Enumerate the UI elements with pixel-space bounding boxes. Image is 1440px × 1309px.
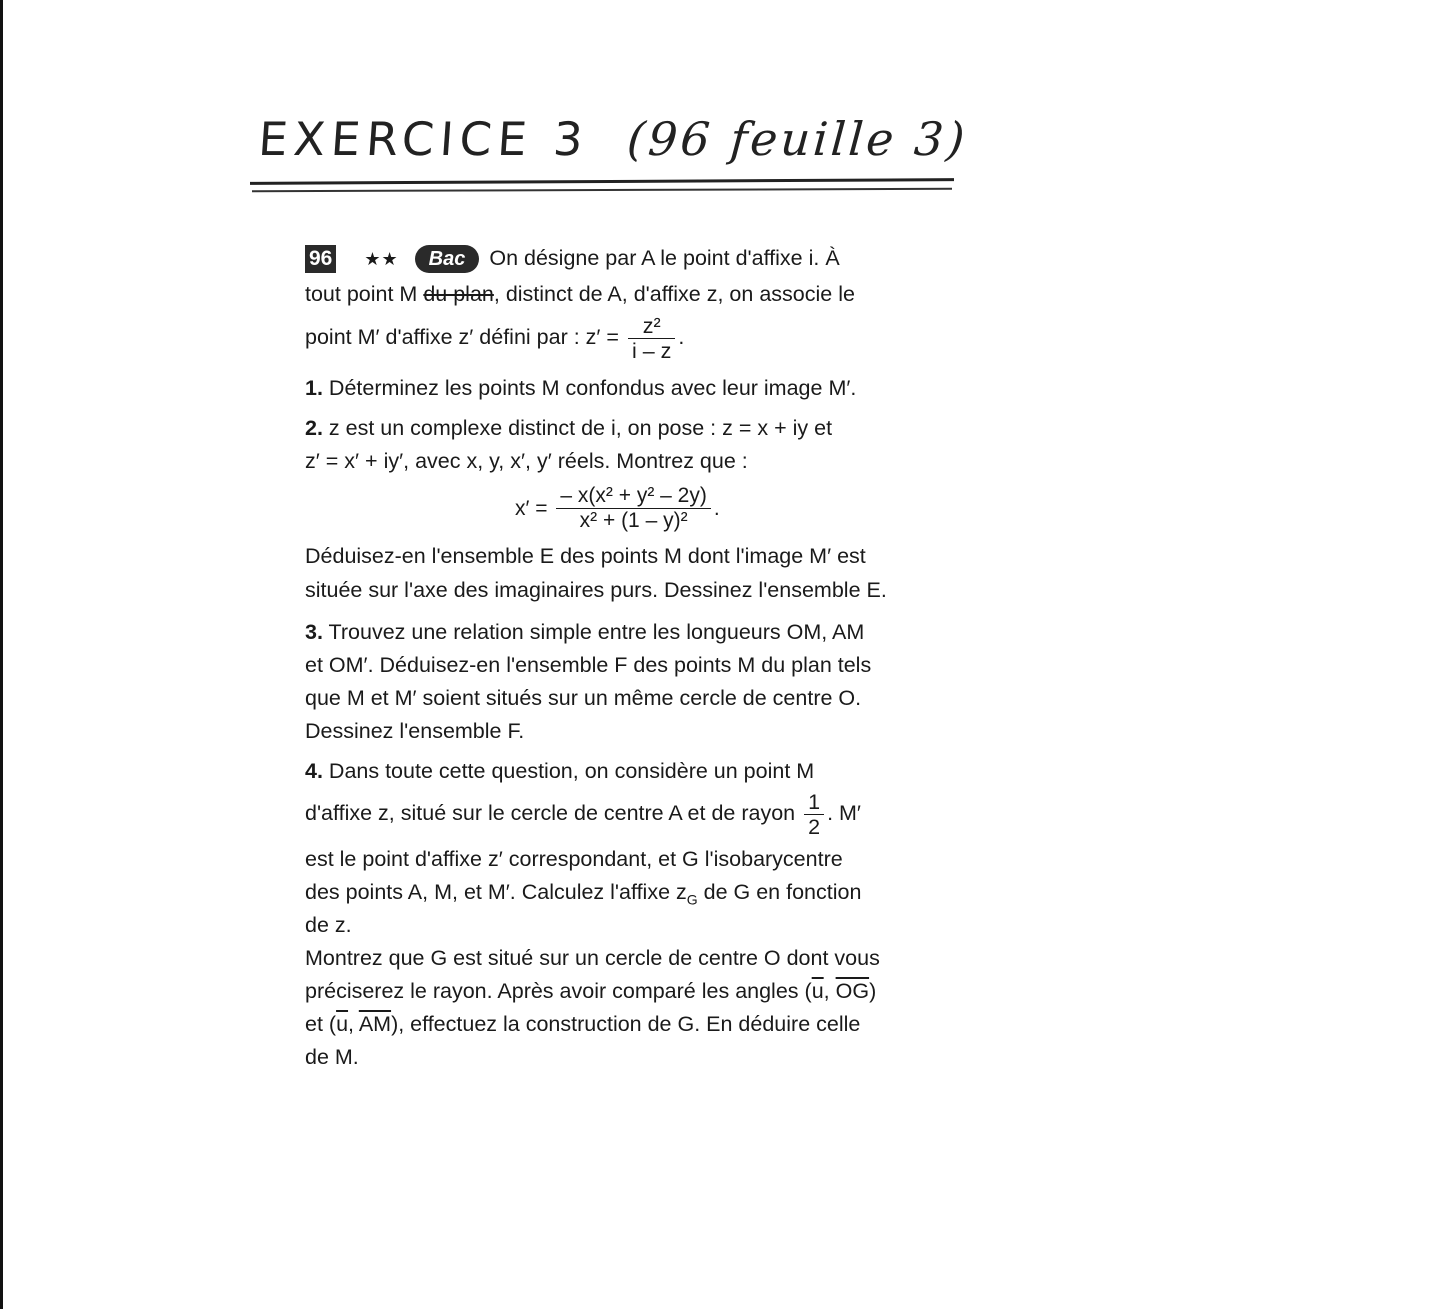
question-2-line-4 (305, 574, 977, 607)
fraction-x-prime (556, 484, 710, 533)
equation-end: . (713, 497, 720, 520)
equation-lhs: x′ = (515, 497, 548, 520)
intro-text-2b: , distinct de A, d'affixe z, on associe le (493, 282, 855, 306)
question-4-line-3 (305, 843, 977, 876)
intro-text-2a: tout point M (305, 282, 424, 306)
question-4-line-8 (305, 1008, 977, 1041)
q3-text-1: Trouvez une relation simple entre les longueurs OM, AM (328, 620, 865, 644)
q4-text-8a: et ( (305, 1012, 337, 1036)
question-4-line-5 (305, 909, 977, 942)
q4-text-9: de M. (305, 1045, 359, 1069)
intro-line-3 (305, 314, 977, 363)
q4-text-6: Montrez que G est situé sur un cercle de centre O dont vous (305, 946, 880, 970)
q4-text-2: d'affixe z, situé sur le cercle de centre A et de rayon (305, 801, 796, 826)
q2-text-2: z′ = x′ + iy′, avec x, y, x′, y′ réels. Montrez que : (305, 449, 748, 473)
intro-text-3: point M′ d'affixe z′ défini par : z′ = (305, 325, 619, 350)
q4-text-2-end: . M′ (827, 801, 861, 826)
q4-text-4: des points A, M, et M′. Calculez l'affixe z (305, 880, 687, 904)
question-4-line-2 (305, 790, 977, 839)
q2-text-3: Déduisez-en l'ensemble E des points M dont l'image M′ est (305, 544, 866, 568)
q4-text-3: est le point d'affixe z′ correspondant, et G l'isobarycentre (305, 847, 843, 871)
x-prime-equation (515, 484, 935, 533)
handwritten-title (256, 112, 970, 182)
title-lead: EXERCICE 3 (256, 112, 591, 166)
q4-number: 4. (305, 759, 323, 783)
q4-text-8-end: ), effectuez la construction de G. En déduire celle (391, 1012, 861, 1036)
q4-text-7a: préciserez le rayon. Après avoir comparé les angles ( (305, 979, 812, 1003)
question-3-line-2 (305, 649, 977, 682)
vector-og: $\overline{OG}$ (835, 979, 870, 1003)
q2-text-1: z est un complexe distinct de i, on pose : z = x + iy et (328, 416, 833, 440)
question-2-line-1 (305, 412, 977, 445)
question-4-line-1 (305, 755, 977, 788)
title-note: (96 feuille 3) (625, 112, 970, 166)
fraction-denominator: i – z (631, 339, 672, 363)
subscript-g: G (686, 891, 698, 908)
q4-text-7-end: ) (869, 979, 877, 1003)
q4-text-8-sep: , (348, 1012, 359, 1036)
fraction-z-prime (628, 314, 675, 363)
q4-text-4-end: de G en fonction (697, 880, 862, 904)
fraction-denominator: x² + (1 – y)² (579, 509, 688, 532)
q4-text-5: de z. (305, 913, 352, 937)
struck-text: du plan (423, 282, 494, 306)
fraction-one-half (804, 790, 824, 839)
question-4-line-9 (305, 1041, 977, 1074)
vector-u: $\overline{u}$ (811, 979, 824, 1003)
question-3-line-4 (305, 715, 977, 748)
intro-line-2 (305, 278, 977, 311)
fraction-numerator: z² (628, 314, 675, 339)
vector-u: $\overline{u}$ (336, 1012, 349, 1036)
question-4-line-7 (305, 975, 977, 1008)
question-1 (305, 372, 977, 405)
intro-line-1 (305, 242, 977, 276)
q1-number: 1. (305, 376, 323, 400)
q4-text-7-sep: , (823, 979, 836, 1003)
q4-text-1: Dans toute cette question, on considère un point M (328, 759, 815, 783)
question-2-line-2 (305, 445, 977, 478)
title-underline-second (252, 188, 952, 192)
q3-number: 3. (305, 620, 323, 644)
fraction-denominator: 2 (808, 815, 821, 839)
q3-text-4: Dessinez l'ensemble F. (305, 719, 525, 743)
q3-text-3: que M et M′ soient situés sur un même cercle de centre O. (305, 686, 862, 710)
bac-badge: Bac (415, 245, 480, 273)
vector-am: $\overline{AM}$ (358, 1012, 392, 1036)
exercise-number-badge: 96 (305, 245, 336, 273)
q2-text-4: située sur l'axe des imaginaires purs. Dessinez l'ensemble E. (305, 578, 887, 602)
scan-left-edge (0, 0, 3, 1309)
difficulty-stars: ★★ (364, 248, 399, 269)
intro-text-1: On désigne par A le point d'affixe i. À (489, 246, 840, 270)
q1-text: Déterminez les points M confondus avec leur image M′. (328, 376, 857, 400)
q2-number: 2. (305, 416, 323, 440)
q3-text-2: et OM′. Déduisez-en l'ensemble F des points M du plan tels (305, 653, 872, 677)
question-2-line-3 (305, 540, 977, 573)
question-4-line-6 (305, 942, 977, 975)
intro-end: . (678, 325, 685, 350)
fraction-numerator: 1 (804, 790, 824, 815)
fraction-numerator: – x(x² + y² – 2y) (556, 484, 710, 509)
question-3-line-1 (305, 616, 977, 649)
question-3-line-3 (305, 682, 977, 715)
